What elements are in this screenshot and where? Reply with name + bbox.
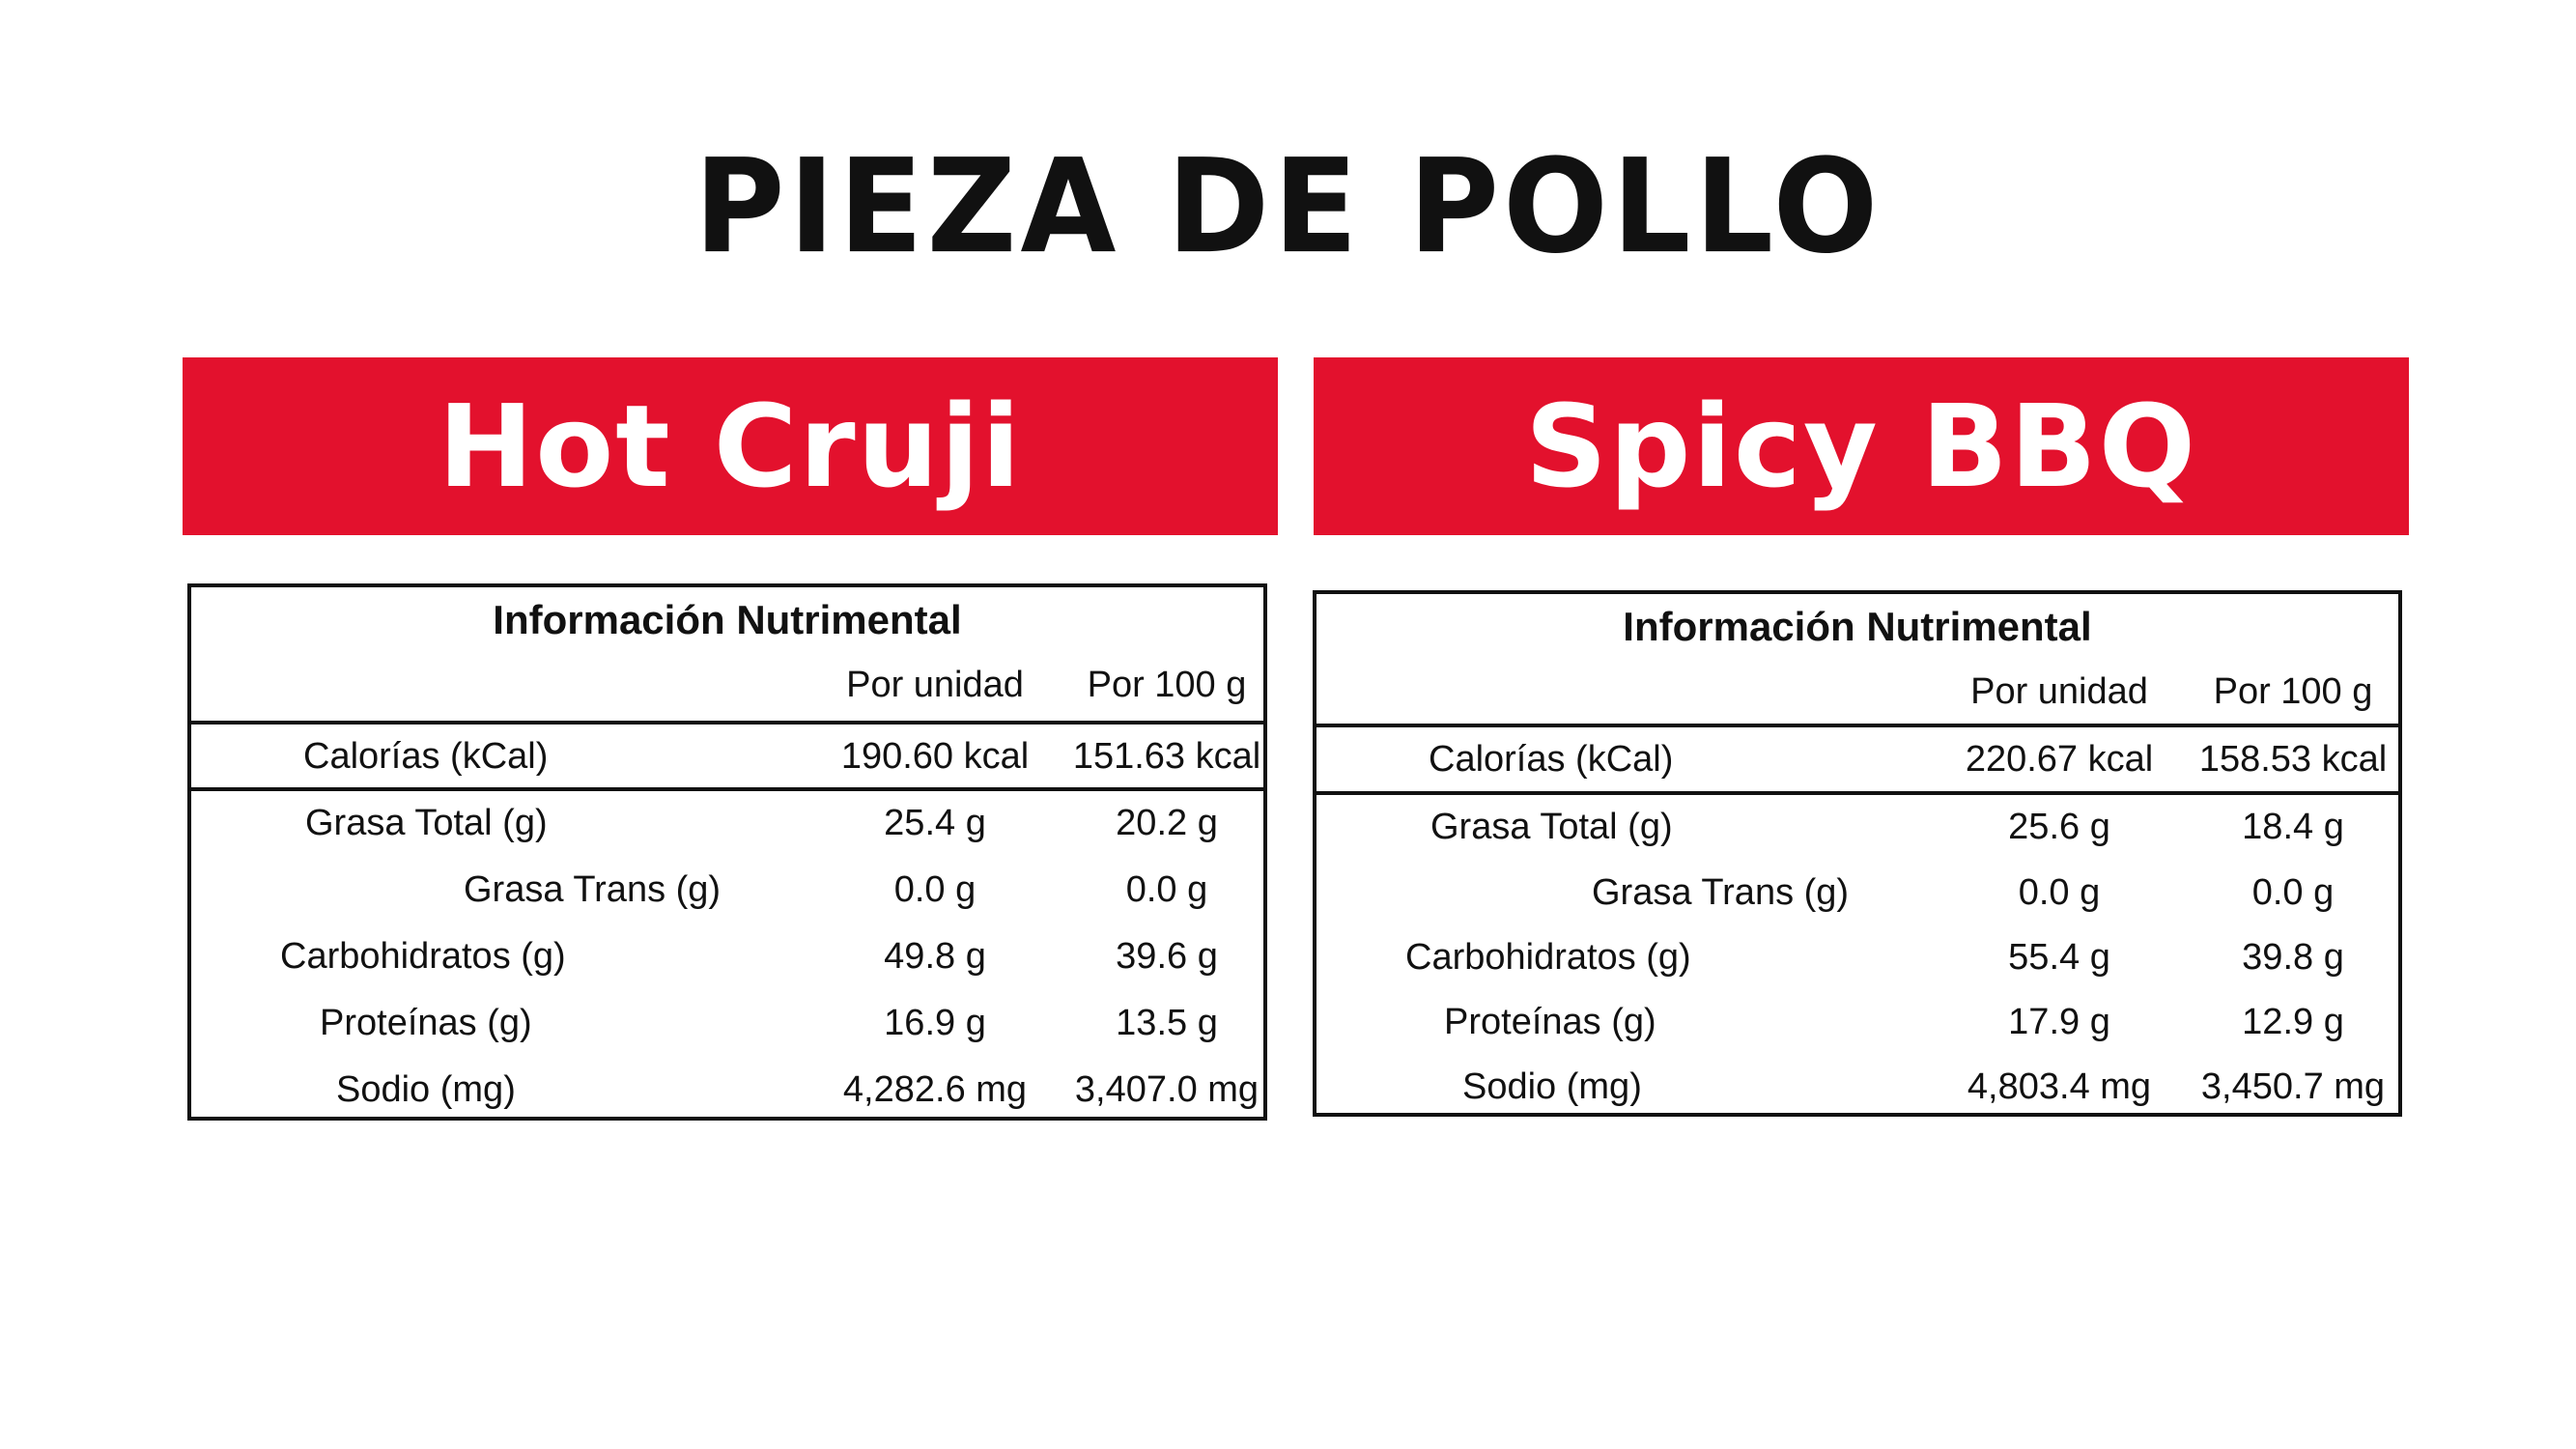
row-label: Carbohidratos (g) [280, 936, 566, 977]
value-per-unit: 4,282.6 mg [842, 1069, 1028, 1110]
value-per-unit: 0.0 g [893, 869, 977, 910]
value-per-100g: 3,407.0 mg [1074, 1069, 1260, 1110]
table-row [1316, 1055, 2398, 1121]
value-per-100g: 158.53 kcal [2198, 739, 2388, 780]
banner-hot-cruji: Hot Cruji [183, 357, 1278, 535]
row-label: Grasa Total (g) [1430, 807, 1673, 847]
table-row [1316, 861, 2398, 926]
value-per-unit: 4,803.4 mg [1967, 1066, 2152, 1107]
value-per-unit: 220.67 kcal [1965, 739, 2154, 780]
row-label: Grasa Trans (g) [464, 869, 722, 910]
table-row [1316, 795, 2398, 861]
value-per-100g: 12.9 g [2242, 1002, 2344, 1042]
row-label: Grasa Total (g) [305, 803, 548, 843]
table-row [1316, 925, 2398, 991]
page-title: PIEZA DE POLLO [694, 131, 1882, 283]
value-per-100g: 151.63 kcal [1072, 736, 1261, 777]
value-per-unit: 190.60 kcal [840, 736, 1030, 777]
nutrition-table-hot-cruji [187, 583, 1267, 1121]
row-label: Proteínas (g) [1444, 1002, 1656, 1042]
value-per-100g: 13.5 g [1116, 1003, 1218, 1043]
nutrition-table-title: Información Nutrimental [493, 597, 962, 642]
value-per-100g: 18.4 g [2242, 807, 2344, 847]
value-per-100g: 39.6 g [1116, 936, 1218, 977]
row-label: Calorías (kCal) [1429, 739, 1674, 780]
table-row [191, 1058, 1263, 1123]
table-row [191, 724, 1263, 790]
table-row [1316, 727, 2398, 793]
table-row [191, 791, 1263, 857]
column-header-per-100g: Por 100 g [1087, 665, 1247, 705]
value-per-100g: 0.0 g [1125, 869, 1208, 910]
table-row [191, 991, 1263, 1057]
value-per-unit: 17.9 g [2008, 1002, 2110, 1042]
value-per-100g: 0.0 g [2251, 872, 2335, 913]
row-label: Grasa Trans (g) [1592, 872, 1850, 913]
nutrition-table-spicy-bbq [1313, 590, 2402, 1117]
column-header-per-unit: Por unidad [1970, 671, 2148, 712]
row-label: Sodio (mg) [336, 1069, 516, 1110]
value-per-100g: 20.2 g [1116, 803, 1218, 843]
row-label: Calorías (kCal) [303, 736, 549, 777]
row-label: Sodio (mg) [1462, 1066, 1642, 1107]
value-per-unit: 55.4 g [2008, 937, 2110, 978]
table-row [191, 858, 1263, 923]
column-header-per-unit: Por unidad [846, 665, 1024, 705]
row-label: Carbohidratos (g) [1405, 937, 1691, 978]
value-per-unit: 49.8 g [884, 936, 986, 977]
value-per-unit: 0.0 g [2018, 872, 2101, 913]
table-row [191, 924, 1263, 990]
column-header-per-100g: Por 100 g [2213, 671, 2373, 712]
nutrition-table-title: Información Nutrimental [1623, 604, 2092, 649]
value-per-unit: 16.9 g [884, 1003, 986, 1043]
value-per-unit: 25.4 g [884, 803, 986, 843]
row-label: Proteínas (g) [320, 1003, 532, 1043]
value-per-100g: 3,450.7 mg [2200, 1066, 2386, 1107]
value-per-100g: 39.8 g [2242, 937, 2344, 978]
table-row [1316, 990, 2398, 1056]
value-per-unit: 25.6 g [2008, 807, 2110, 847]
banner-spicy-bbq: Spicy BBQ [1314, 357, 2409, 535]
